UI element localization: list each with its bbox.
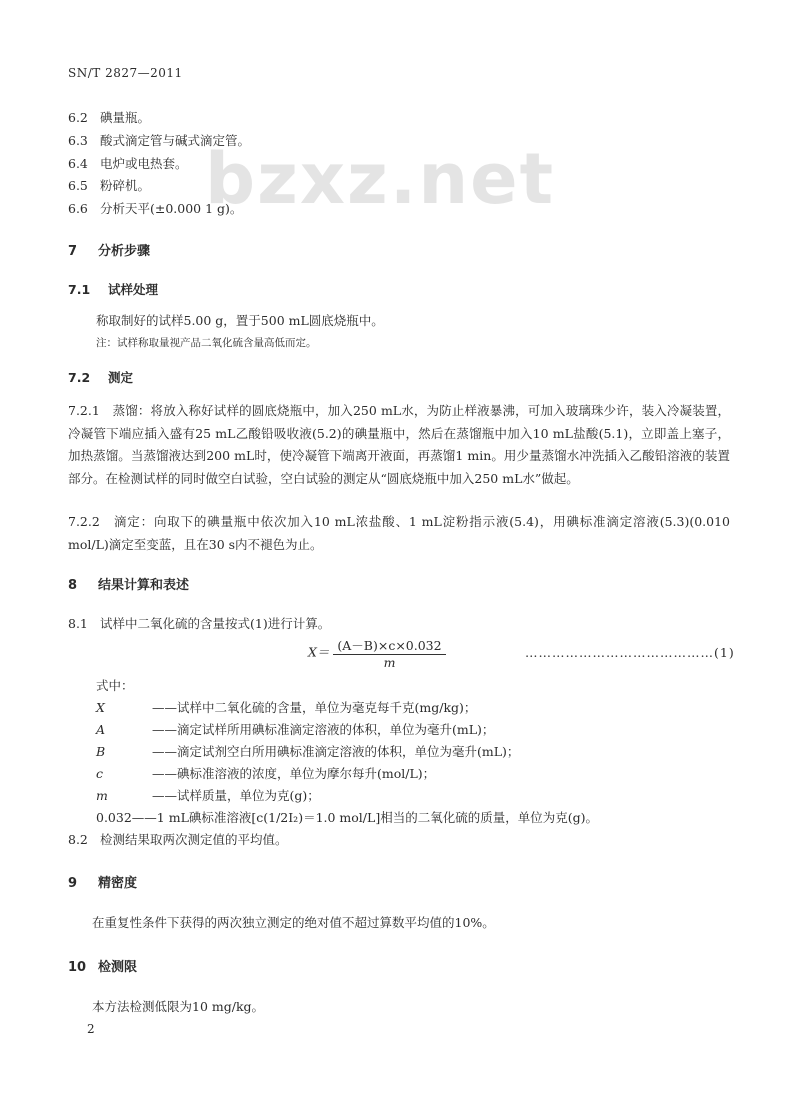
- variable-definition: c ——碘标准溶液的浓度，单位为摩尔每升(mol/L)；: [96, 766, 436, 781]
- formula-lhs: X＝: [308, 644, 330, 660]
- sample-treatment-text: 称取制好的试样5.00 g，置于500 mL圆底烧瓶中。: [96, 313, 384, 328]
- section-9-heading: 9 精密度: [68, 876, 138, 891]
- apparatus-item: [68, 154, 188, 172]
- variable-definition: A ——滴定试样所用碘标准滴定溶液的体积，单位为毫升(mL)；: [96, 722, 495, 737]
- formula-fraction: [333, 636, 445, 670]
- calculation-formula: [308, 636, 446, 670]
- subsection-7-2-heading: 7.2 测定: [68, 370, 134, 385]
- variable-definition: m ——试样质量，单位为克(g)；: [96, 788, 320, 803]
- item-number: 6.3: [68, 133, 88, 148]
- titration-paragraph: 7.2.2 滴定：向取下的碘量瓶中依次加入10 mL浓盐酸、1 mL淀粉指示液(5.4)，用碘标准滴定溶液(5.3)(0.010 mol/L)滴定至变蓝，且在30 s内不褪色为止。: [68, 514, 730, 552]
- watermark: bzxz.net: [205, 138, 556, 220]
- distillation-paragraph: 7.2.1 蒸馏：将放入称好试样的圆底烧瓶中，加入250 mL水，为防止样液暴沸，可加入玻璃珠少许，装入冷凝装置，冷凝管下端应插入盛有25 mL乙酸铅吸收液(5.2)的碘量瓶中，然后在蒸馏瓶中加入10 mL盐酸(5.1)，立即盖上塞子，加热蒸馏。当蒸馏液达到200 mL时，使冷凝管下端离开液面，再蒸馏1 min。用少量蒸馏水冲洗插入乙酸铅溶液的装置部分。在检测试样的同时做空白试验，空白试验的测定从“圆底烧瓶中加入250 mL水”做起。: [68, 403, 730, 486]
- where-label: 式中：: [96, 678, 134, 693]
- detection-limit-text: 本方法检测低限为10 mg/kg。: [92, 999, 265, 1014]
- apparatus-item: [68, 199, 242, 217]
- section-8-heading: 8 结果计算和表述: [68, 578, 190, 593]
- subsection-8-2: 8.2 检测结果取两次测定值的平均值。: [68, 832, 288, 847]
- item-number: 6.5: [68, 178, 88, 193]
- page-number: 2: [87, 1022, 95, 1036]
- formula-numerator: (A－B)×c×0.032: [333, 636, 445, 655]
- subsection-8-1: 8.1 试样中二氧化硫的含量按式(1)进行计算。: [68, 616, 331, 631]
- formula-denominator: m: [383, 655, 396, 670]
- item-number: 6.2: [68, 110, 88, 125]
- variable-definition: X ——试样中二氧化硫的含量，单位为毫克每千克(mg/kg)；: [96, 700, 477, 715]
- item-text: 碘量瓶。: [100, 110, 151, 125]
- precision-text: 在重复性条件下获得的两次独立测定的绝对值不超过算数平均值的10%。: [92, 915, 495, 930]
- item-text: 分析天平(±0.000 1 g)。: [100, 201, 243, 216]
- variable-definition: 0.032——1 mL碘标准溶液[c(1/2I₂)＝1.0 mol/L]相当的二氧化硫的质量，单位为克(g)。: [96, 810, 598, 825]
- item-text: 酸式滴定管与碱式滴定管。: [100, 133, 251, 148]
- sample-treatment-note: 注：试样称取量视产品二氧化硫含量高低而定。: [96, 337, 317, 349]
- section-7-heading: 7 分析步骤: [68, 244, 151, 259]
- item-number: 6.4: [68, 156, 88, 171]
- apparatus-item: [68, 176, 150, 194]
- apparatus-item: [68, 108, 150, 126]
- section-10-heading: 10 检测限: [68, 960, 138, 975]
- subsection-7-1-heading: 7.1 试样处理: [68, 282, 159, 297]
- variable-definition: B ——滴定试剂空白所用碘标准滴定溶液的体积，单位为毫升(mL)；: [96, 744, 520, 759]
- item-number: 6.6: [68, 201, 88, 216]
- formula-equation-number: ……………………………………(1): [525, 645, 735, 660]
- item-text: 电炉或电热套。: [100, 156, 188, 171]
- standard-code-header: SN/T 2827—2011: [68, 66, 183, 80]
- item-text: 粉碎机。: [100, 178, 151, 193]
- apparatus-item: [68, 131, 250, 149]
